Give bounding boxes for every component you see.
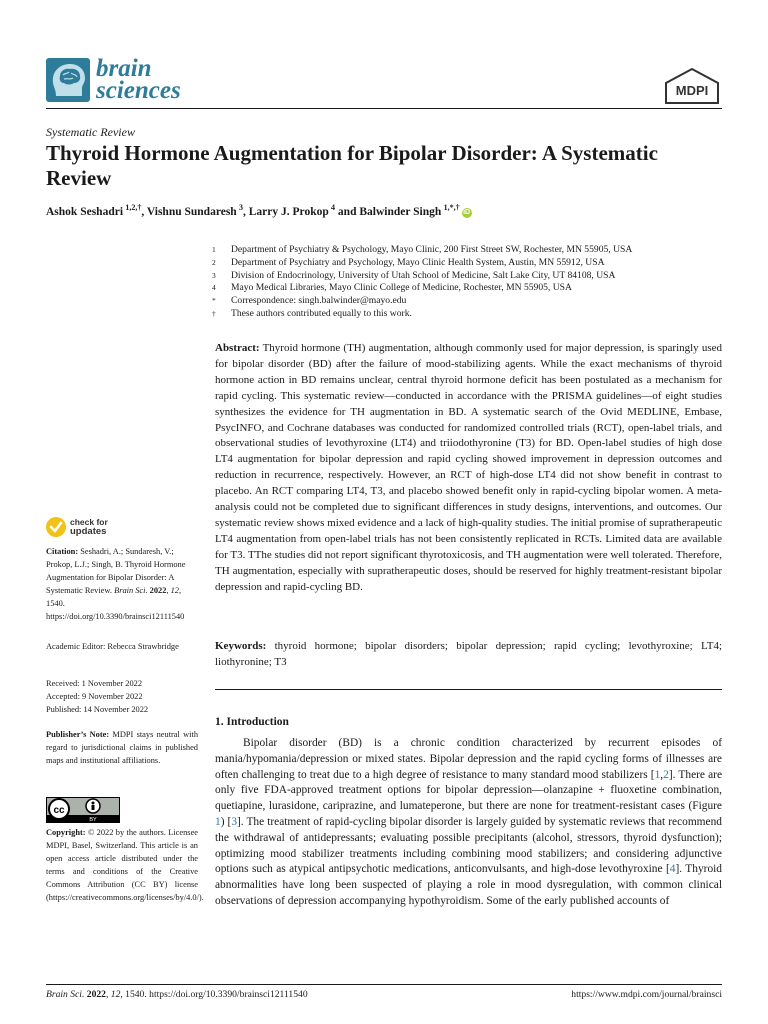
journal-name-line1: brain <box>96 55 152 82</box>
paragraph-text: Bipolar disorder (BD) is a chronic condition characterized by recurrent episodes of mania/hypomania/depression or mixed states. Bipolar depression and the rapid cycling forms of illnesses are often challenging to treat due to a high degree of resistance to many standard mood stabilizers [ <box>215 737 722 781</box>
citation-year: 2022 <box>149 586 167 596</box>
accepted-date: Accepted: 9 November 2022 <box>46 692 143 702</box>
affiliation-text: These authors contributed equally to this work. <box>231 307 412 319</box>
citation-info: Citation: Seshadri, A.; Sundaresh, V.; Prokop, L.J.; Singh, B. Thyroid Hormone Augmentation for Bipolar Disorder: A Systematic Review. Brain Sci. 2022, 12, 1540. https://doi.org/10.3390/brainsci12111540 <box>46 547 186 622</box>
affiliation-mark: † <box>212 308 216 318</box>
citation-link[interactable]: 1 <box>654 768 661 781</box>
citation-link[interactable]: 2 <box>663 768 669 781</box>
author-name[interactable]: Vishnu Sundaresh <box>146 205 237 218</box>
affiliation-mark: 4 <box>212 283 216 293</box>
affiliation-mark: 2 <box>212 257 216 267</box>
copyright-notice <box>46 826 204 905</box>
author-name[interactable]: Balwinder Singh <box>359 205 442 218</box>
affiliation-text: Division of Endocrinology, University of Utah School of Medicine, Salt Lake City, UT 84108, USA <box>231 269 616 281</box>
paragraph-text: ) [ <box>220 815 232 828</box>
article-type: Systematic Review <box>46 125 135 139</box>
check-updates-line1: check for <box>70 517 108 527</box>
paragraph-text: , <box>660 768 664 781</box>
footer-year: 2022 <box>86 989 106 1000</box>
figure-link[interactable]: 1 <box>215 815 221 828</box>
keywords-text: thyroid hormone; bipolar disorders; bipolar depression; rapid cycling; levothyroxine; LT4; liothyronine; T3 <box>215 640 723 668</box>
cc-by-license-badge[interactable] <box>46 797 120 823</box>
mdpi-logo <box>664 68 720 104</box>
svg-text:cc: cc <box>53 805 65 816</box>
author-affiliation-marks: 1,2,† <box>125 203 142 212</box>
introduction-paragraph <box>215 736 722 910</box>
author-name[interactable]: Larry J. Prokop <box>248 205 329 218</box>
copyright-text: © 2022 by the authors. Licensee MDPI, Basel, Switzerland. This article is an open access article distributed under the terms and conditions of the Creative Commons Attribution (CC BY) license (https://creativecommons.org/licenses/by/4.0/). <box>46 828 204 903</box>
citation-link[interactable]: 4 <box>669 863 676 876</box>
footer-journal: Brain Sci. <box>46 989 85 1000</box>
journal-logo <box>46 55 181 104</box>
affiliations <box>212 244 724 321</box>
abstract-label: Abstract: <box>215 342 260 354</box>
published-date: Published: 14 November 2022 <box>46 705 149 715</box>
footer-volume: 12 <box>110 989 121 1000</box>
affiliation-mark: 1 <box>212 245 216 254</box>
publishers-note <box>46 728 198 767</box>
citation-text: Seshadri, A.; Sundaresh, V.; Prokop, L.J.; Singh, B. Thyroid Hormone Augmentation for Bipolar Disorder: A Systematic Review. <box>46 547 186 596</box>
affiliation-item <box>212 308 724 321</box>
academic-editor: Academic Editor: Rebecca Strawbridge <box>46 642 179 651</box>
journal-name <box>96 55 181 104</box>
publishers-note-label: Publisher’s Note: <box>46 730 110 739</box>
orcid-icon[interactable]: iD <box>463 208 471 216</box>
affiliation-item <box>212 244 724 257</box>
check-for-updates-badge[interactable] <box>46 517 108 537</box>
citation-label: Citation: <box>46 547 79 556</box>
keywords <box>215 639 722 671</box>
affiliation-item <box>212 282 724 295</box>
footer-journal-url[interactable]: https://www.mdpi.com/journal/brainsci <box>571 989 722 1000</box>
affiliation-text: Department of Psychiatry and Psychology, Mayo Clinic Health System, Austin, MN 55912, USA <box>231 256 605 268</box>
paragraph-text: ]. The treatment of rapid-cycling bipolar disorder is largely guided by systematic reviews that recommend the withdrawal of antidepressants; evaluating possible precipitants (alcohol, stressors, thyroid dysfunction); optimizing mood stabilizer treatments including combining mood stabilizers; and considering adjunctive options such as atypical antipsychotic medications, anticonvulsants, and high-dose levothyroxine [ <box>215 815 722 876</box>
author-affiliation-marks: 4 <box>331 203 336 212</box>
abstract-text: Thyroid hormone (TH) augmentation, although commonly used for major depression, is sparingly used for bipolar disorder (BD) after the failure of mood-stabilizing agents. While the exact mechanisms of thyroid hormone action in BD remains unclear, central thyroid hormone deficit has been postulated as a mechanism for rapid cycling. This systematic review—conducted in accordance with the PRISMA guidelines—of eight studies synthesizes the evidence for TH augmentation in BD. A systematic search of the Ovid MEDLINE, Embase, PsycINFO, and Cochrane databases was conducted for randomized controlled trials (RCT), open-label trials, and observational studies of levothyroxine (LT4) and triiodothyronine (T3) for BD. Open-label studies of high dose LT4 augmentation for bipolar depression and rapid cycling showed improvement in depression outcomes and reduction in recurrence, respectively. However, an RCT of high-dose LT4 did not show benefit in contrast to placebo. An RCT comparing LT4, T3, and placebo showed benefit only in rapid-cycling bipolar women. A meta-analysis could not be completed due to significant differences in study designs, interventions, and outcomes. Our systematic review shows mixed evidence and a lack of high-quality studies. The initial promise of supratherapeutic LT4 augmentation from open-label trials has not been consistently replicated in RCTs. Limited data are available for T3. TThe studies did not report significant thyrotoxicosis, and TH augmentation were well tolerated. Therefore, TH augmentation, especially with supratherapeutic doses, should be reserved for highly treatment-resistant bipolar depression and rapid-cycling BD. <box>215 342 723 593</box>
affiliation-item <box>212 270 724 283</box>
paragraph-text: ]. There are only five FDA-approved treatment options for bipolar depression—olanzapine + fluoxetine combination, quetiapine, lurasidone, cariprazine, and lumateperone, but there are none for treatment-resistant cases (Figure <box>215 768 722 813</box>
affiliation-text: Department of Psychiatry & Psychology, Mayo Clinic, 200 First Street SW, Rochester, MN 55905, USA <box>231 244 633 255</box>
affiliation-item <box>212 257 724 270</box>
header-divider <box>46 108 722 109</box>
paragraph-text: ]. Thyroid abnormalities have long been suspected of playing a role in mood dysregulation, with common clinical observations of depression accompanying hypothyroidism. Some of the early published accounts of <box>215 863 723 907</box>
abstract <box>215 341 722 596</box>
cc-by-label: BY <box>89 817 97 823</box>
journal-name-line2: sciences <box>96 77 181 104</box>
affiliation-mark: 3 <box>212 270 216 280</box>
citation-volume: 12 <box>170 586 179 596</box>
citation-doi[interactable]: , 1540. https://doi.org/10.3390/brainsci12111540 <box>46 586 185 622</box>
footer-citation: Brain Sci. 2022, 12, 1540. https://doi.org/10.3390/brainsci12111540 <box>46 989 308 1000</box>
publishers-note-text: MDPI stays neutral with regard to jurisdictional claims in published maps and institutional affiliations. <box>46 730 199 766</box>
check-updates-line2: updates <box>70 526 107 537</box>
affiliation-item <box>212 295 724 308</box>
copyright-label: Copyright: <box>46 828 86 837</box>
author-affiliation-marks: 1,*,† <box>443 203 460 212</box>
keywords-label: Keywords: <box>215 640 267 652</box>
author-name[interactable]: Ashok Seshadri <box>46 205 124 218</box>
publisher-name: MDPI <box>675 83 709 98</box>
received-date: Received: 1 November 2022 <box>46 679 143 688</box>
check-updates-icon <box>46 517 66 537</box>
affiliation-text: Mayo Medical Libraries, Mayo Clinic College of Medicine, Rochester, MN 55905, USA <box>231 282 572 294</box>
check-updates-label <box>70 518 108 536</box>
citation-link[interactable]: 3 <box>231 815 238 828</box>
correspondence-email[interactable]: Correspondence: singh.balwinder@mayo.edu <box>231 295 407 307</box>
section-divider <box>215 689 722 690</box>
footer-divider <box>46 984 722 985</box>
citation-journal: Brain Sci. <box>114 586 148 596</box>
author-affiliation-marks: 3 <box>239 203 244 212</box>
publication-dates <box>46 677 198 716</box>
author-list: Ashok Seshadri $^{1,2,\dagger}$, Vishnu Sundaresh $^3$, Larry J. Prokop $^4$ and Balwinder Singh $^{1,*,\dagger}$iD <box>46 203 471 218</box>
affiliation-mark: * <box>212 296 216 306</box>
section-heading: 1. Introduction <box>215 716 289 728</box>
footer-doi[interactable]: , 1540. https://doi.org/10.3390/brainsci12111540 <box>120 989 308 1000</box>
article-title: Thyroid Hormone Augmentation for Bipolar Disorder: A Systematic Review <box>46 141 658 190</box>
brain-head-icon <box>46 58 90 102</box>
